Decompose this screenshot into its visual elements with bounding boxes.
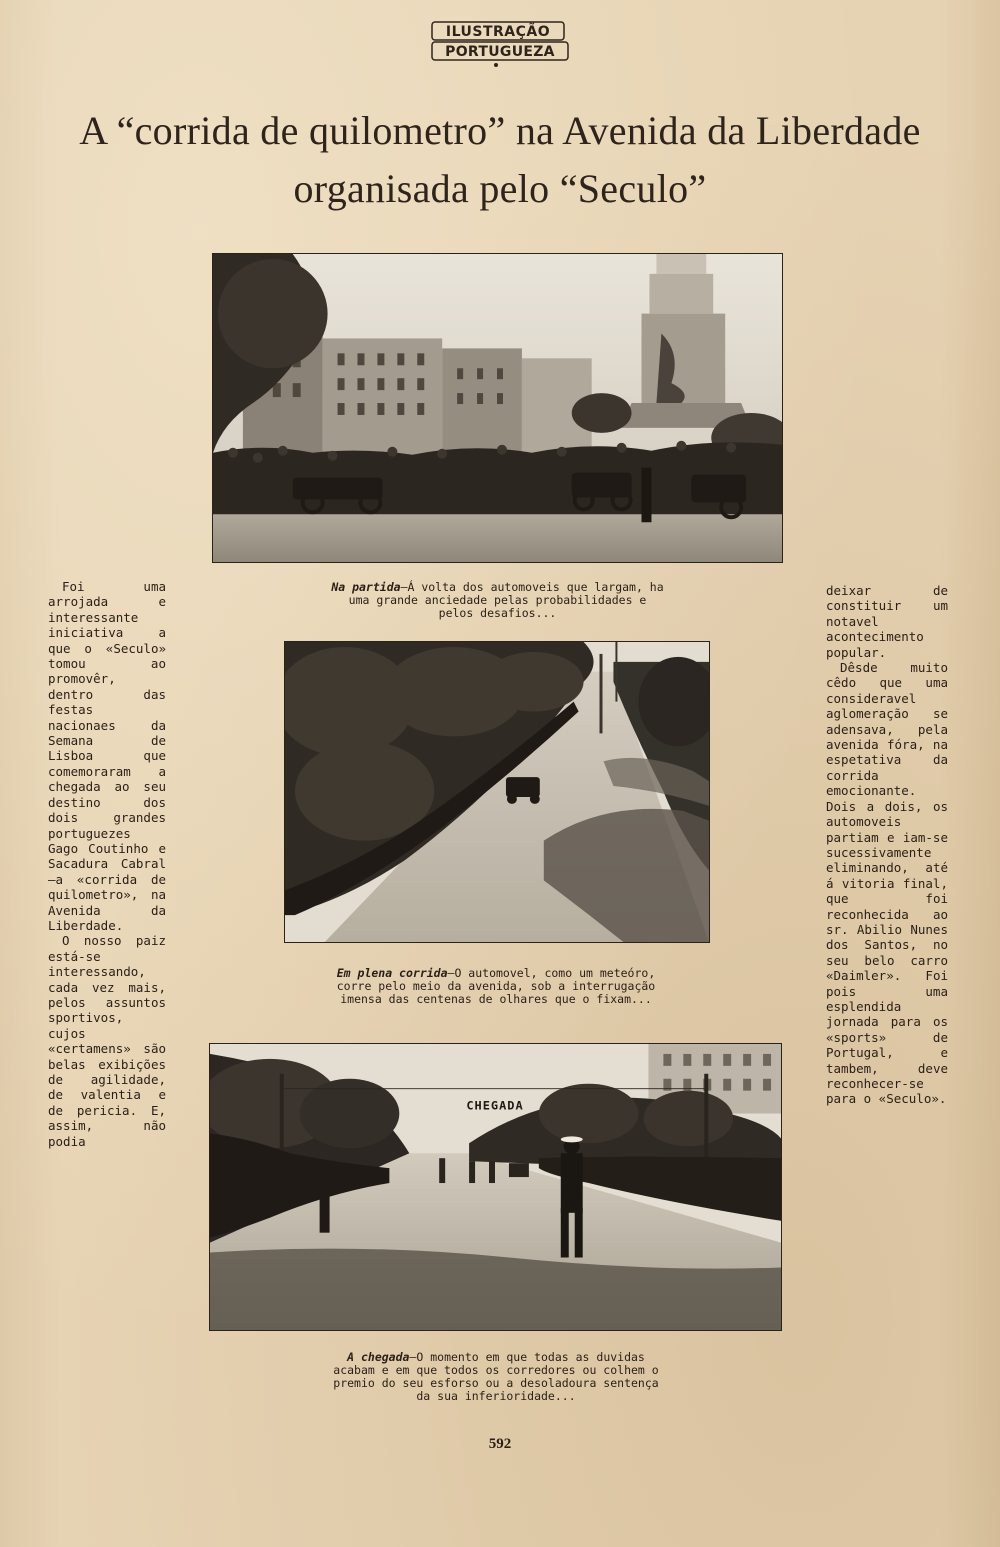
- article-title-line2: organisada pelo “Seculo”: [293, 166, 707, 211]
- masthead-logo: [430, 18, 570, 68]
- caption-mid-race: [328, 967, 664, 1006]
- article-title-line1: A “corrida de quilometro” na Avenida da Liberdade: [79, 108, 921, 153]
- caption-mid-race-text: —O automovel, como um meteóro, corre pelo meio da avenida, sob a interrugação imensa das centenas de olhares que o fixam...: [336, 966, 656, 1006]
- caption-mid-race-lead: Em plena corrida: [336, 966, 448, 980]
- caption-finish: [328, 1351, 664, 1403]
- caption-finish-lead: A chegada: [347, 1350, 410, 1364]
- masthead-logo-artwork: [430, 18, 570, 68]
- photo-finish: [209, 1043, 782, 1331]
- left-paragraph: O nosso paiz está-se interessando, cada vez mais, pelos assuntos sportivos, cujos «certamens» são belas exibições de agilidade, de valentia e de pericia. E, assim, não podia: [48, 933, 166, 1149]
- page-number: 592: [488, 1436, 512, 1452]
- masthead-line2: PORTUGUEZA: [445, 44, 555, 60]
- article-title: [40, 102, 960, 218]
- caption-start: [330, 581, 665, 620]
- photo-start: [212, 253, 783, 563]
- caption-finish-text: —O momento em que todas as duvidas acabam e em que todos os corredores ou colhem o premio do seu esforso ou a desoladoura sentença da sua inferioridade...: [333, 1350, 659, 1403]
- finish-sign: CHEGADA: [466, 1098, 524, 1113]
- photo-mid-race: [284, 641, 710, 943]
- left-column-text: [48, 579, 166, 1149]
- right-paragraph: Dêsde muito cêdo que uma consideravel aglomeração se adensava, pela avenida fóra, na espetativa da corrida emocionante. Dois a dois, os automoveis partiam e iam-se sucessivamente eliminando, até á vitoria final, que foi reconhecida ao sr. Abilio Nunes dos Santos, no seu belo carro «Daimler». Foi pois uma esplendida jornada para os «sports» de Portugal, e tambem, deve reconhecer-se para o «Seculo».: [826, 660, 948, 1107]
- right-paragraph: deixar de constituir um notavel acontecimento popular.: [826, 583, 948, 660]
- masthead-line1: ILUSTRAÇÃO: [445, 24, 551, 40]
- caption-start-lead: Na partida: [331, 580, 401, 594]
- left-paragraph: Foi uma arrojada e interessante iniciativa a que o «Seculo» tomou ao promovêr, dentro das festas nacionaes da Semana de Lisboa que comemoraram a chegada ao seu destino dos dois grandes portuguezes Gago Coutinho e Sacadura Cabral —a «corrida de quilometro», na Avenida da Liberdade.: [48, 579, 166, 933]
- right-column-text: [826, 583, 948, 1107]
- caption-start-text: —Á volta dos automoveis que largam, ha uma grande anciedade pelas probabilidades e pelos desafios...: [348, 580, 664, 620]
